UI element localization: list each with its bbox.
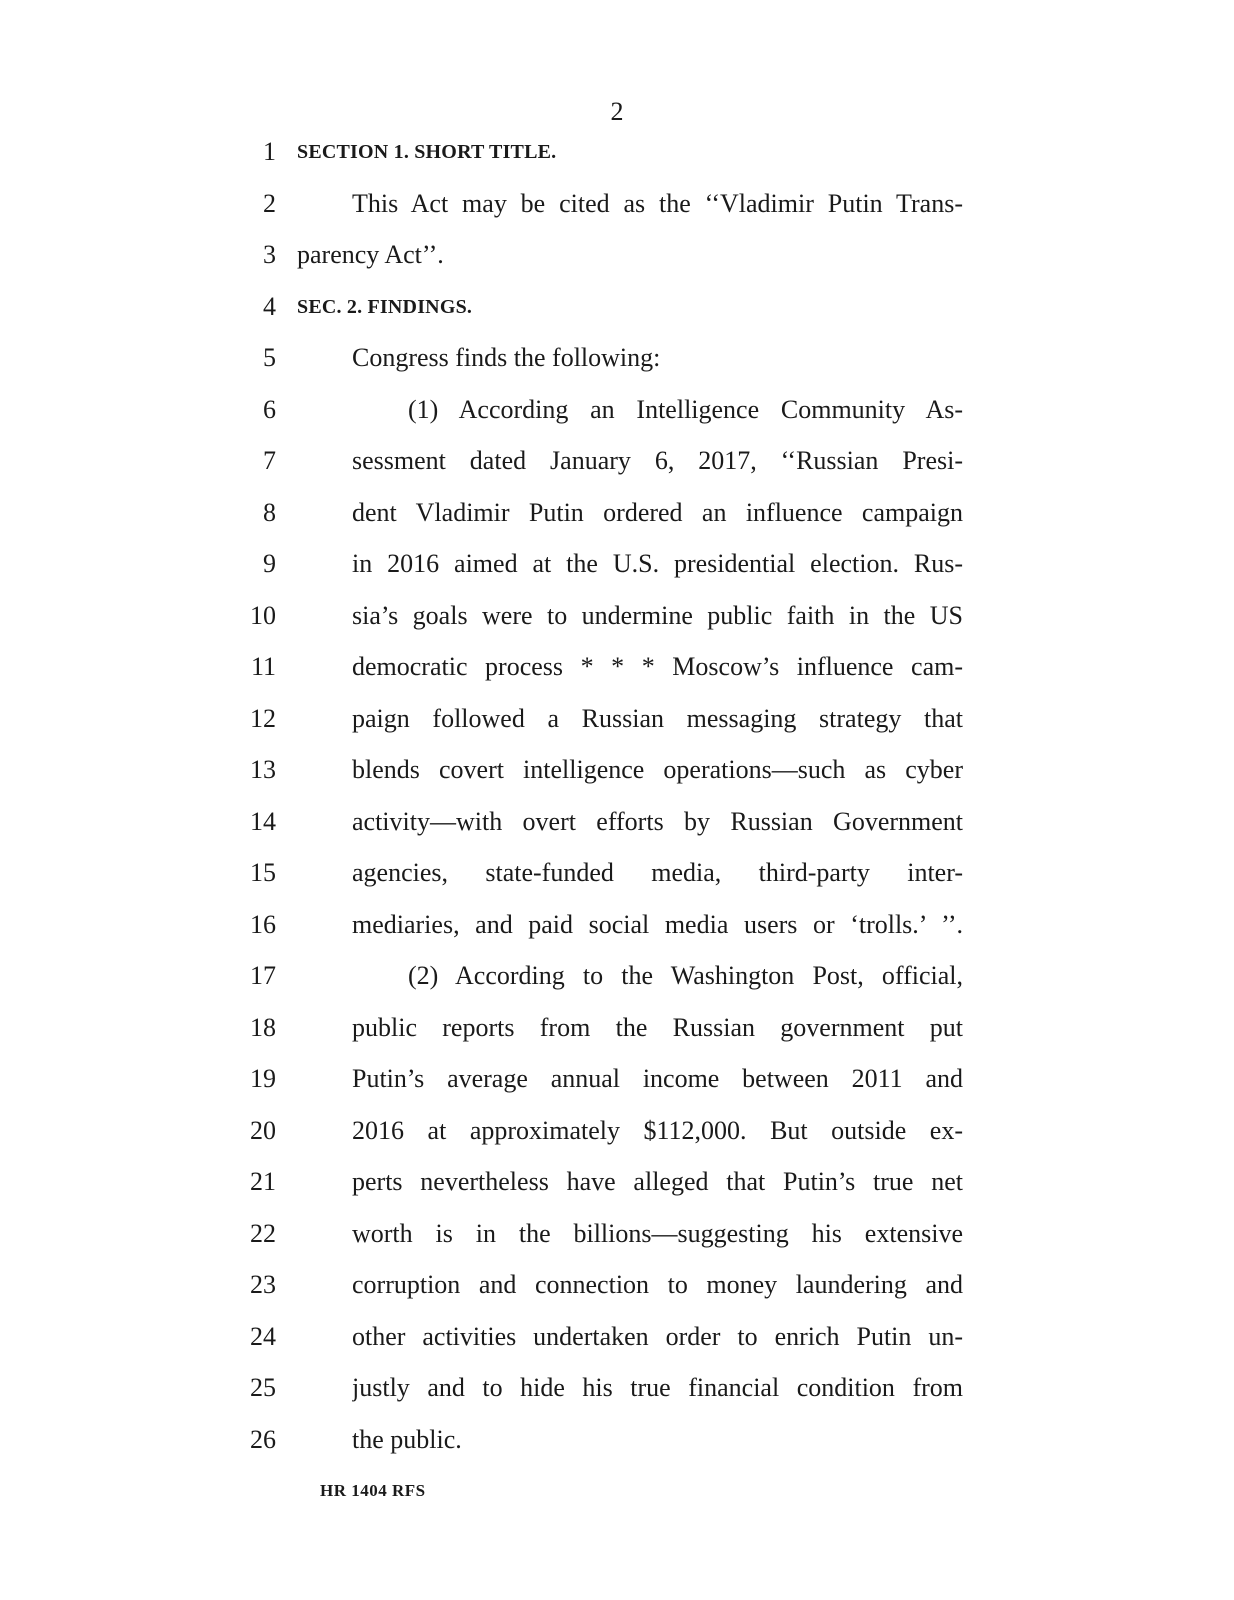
line-number: 18 (250, 1012, 276, 1042)
section-heading: SEC. 2. FINDINGS. (297, 295, 473, 318)
bill-line (0, 802, 1234, 842)
line-number: 19 (250, 1064, 276, 1093)
line-text: parency Act’’. (297, 240, 444, 269)
line-text: sessment dated January 6, 2017, ‘‘Russian Presi- (352, 446, 963, 475)
line-text: Putin’s average annual income between 2011 and (352, 1064, 963, 1093)
line-number: 13 (250, 755, 276, 784)
line-number: 2 (263, 188, 276, 218)
line-number: 16 (250, 909, 276, 939)
bill-line (0, 1111, 1234, 1151)
line-number: 23 (250, 1270, 276, 1299)
line-number: 7 (263, 446, 276, 475)
line-number: 17 (250, 961, 276, 990)
bill-line (0, 1265, 1234, 1305)
line-number: 14 (250, 806, 276, 836)
line-text: justly and to hide his true financial condition from (352, 1373, 963, 1402)
line-text: perts nevertheless have alleged that Putin’s true net (352, 1167, 963, 1196)
line-text: democratic process * * * Moscow’s influence cam- (352, 652, 963, 681)
line-text: public reports from the Russian government put (352, 1012, 963, 1042)
line-text: corruption and connection to money laundering and (352, 1270, 963, 1299)
bill-line (0, 1420, 1234, 1460)
bill-line (0, 956, 1234, 996)
bill-line (0, 1368, 1234, 1408)
bill-line (0, 596, 1234, 636)
line-number: 1 (263, 137, 276, 166)
line-text: 2016 at approximately $112,000. But outside ex- (352, 1115, 963, 1145)
bill-line (0, 390, 1234, 430)
line-number: 21 (250, 1167, 276, 1196)
bill-line (0, 1008, 1234, 1048)
line-text: in 2016 aimed at the U.S. presidential election. Rus- (352, 549, 963, 578)
bill-line (0, 132, 1234, 172)
bill-line (0, 1317, 1234, 1357)
line-text: worth is in the billions—suggesting his extensive (352, 1218, 963, 1248)
bill-line (0, 493, 1234, 533)
bill-line (0, 905, 1234, 945)
bill-line (0, 1214, 1234, 1254)
line-number: 15 (250, 858, 276, 887)
line-text: (2) According to the Washington Post, official, (408, 961, 963, 990)
line-text: (1) According an Intelligence Community As- (408, 394, 963, 424)
line-number: 3 (263, 240, 276, 269)
bill-line (0, 750, 1234, 790)
bill-line (0, 338, 1234, 378)
line-number: 6 (263, 394, 276, 424)
line-text: This Act may be cited as the ‘‘Vladimir Putin Trans- (352, 188, 963, 218)
bill-line (0, 647, 1234, 687)
line-number: 26 (250, 1424, 276, 1454)
bill-line (0, 699, 1234, 739)
line-text: paign followed a Russian messaging strategy that (352, 703, 963, 733)
line-text: agencies, state-funded media, third-party inter- (352, 858, 963, 887)
bill-line (0, 235, 1234, 275)
line-text: other activities undertaken order to enrich Putin un- (352, 1321, 963, 1351)
line-text: Congress finds the following: (352, 343, 661, 372)
line-text: the public. (352, 1424, 462, 1454)
bill-line (0, 441, 1234, 481)
line-number: 5 (263, 343, 276, 372)
line-number: 24 (250, 1321, 276, 1351)
bill-line (0, 853, 1234, 893)
line-text: sia’s goals were to undermine public faith in the US (352, 600, 963, 630)
line-text: activity—with overt efforts by Russian Government (352, 806, 963, 836)
bill-footer: HR 1404 RFS (320, 1481, 426, 1500)
line-text: mediaries, and paid social media users or ‘trolls.’ ’’. (352, 909, 963, 939)
line-text: blends covert intelligence operations—such as cyber (352, 755, 963, 784)
line-text: dent Vladimir Putin ordered an influence campaign (352, 497, 963, 527)
bill-line (0, 1059, 1234, 1099)
bill-line (0, 544, 1234, 584)
line-number: 11 (250, 652, 276, 681)
line-number: 12 (250, 703, 276, 733)
bill-line (0, 1162, 1234, 1202)
bill-line (0, 184, 1234, 224)
line-number: 20 (250, 1115, 276, 1145)
section-heading: SECTION 1. SHORT TITLE. (297, 141, 557, 163)
page-number: 2 (610, 97, 624, 126)
line-number: 8 (263, 497, 276, 527)
bill-line (0, 287, 1234, 327)
line-number: 22 (250, 1218, 276, 1248)
line-number: 4 (263, 291, 276, 321)
line-number: 25 (250, 1373, 276, 1402)
line-number: 10 (250, 600, 276, 630)
line-number: 9 (263, 549, 276, 578)
